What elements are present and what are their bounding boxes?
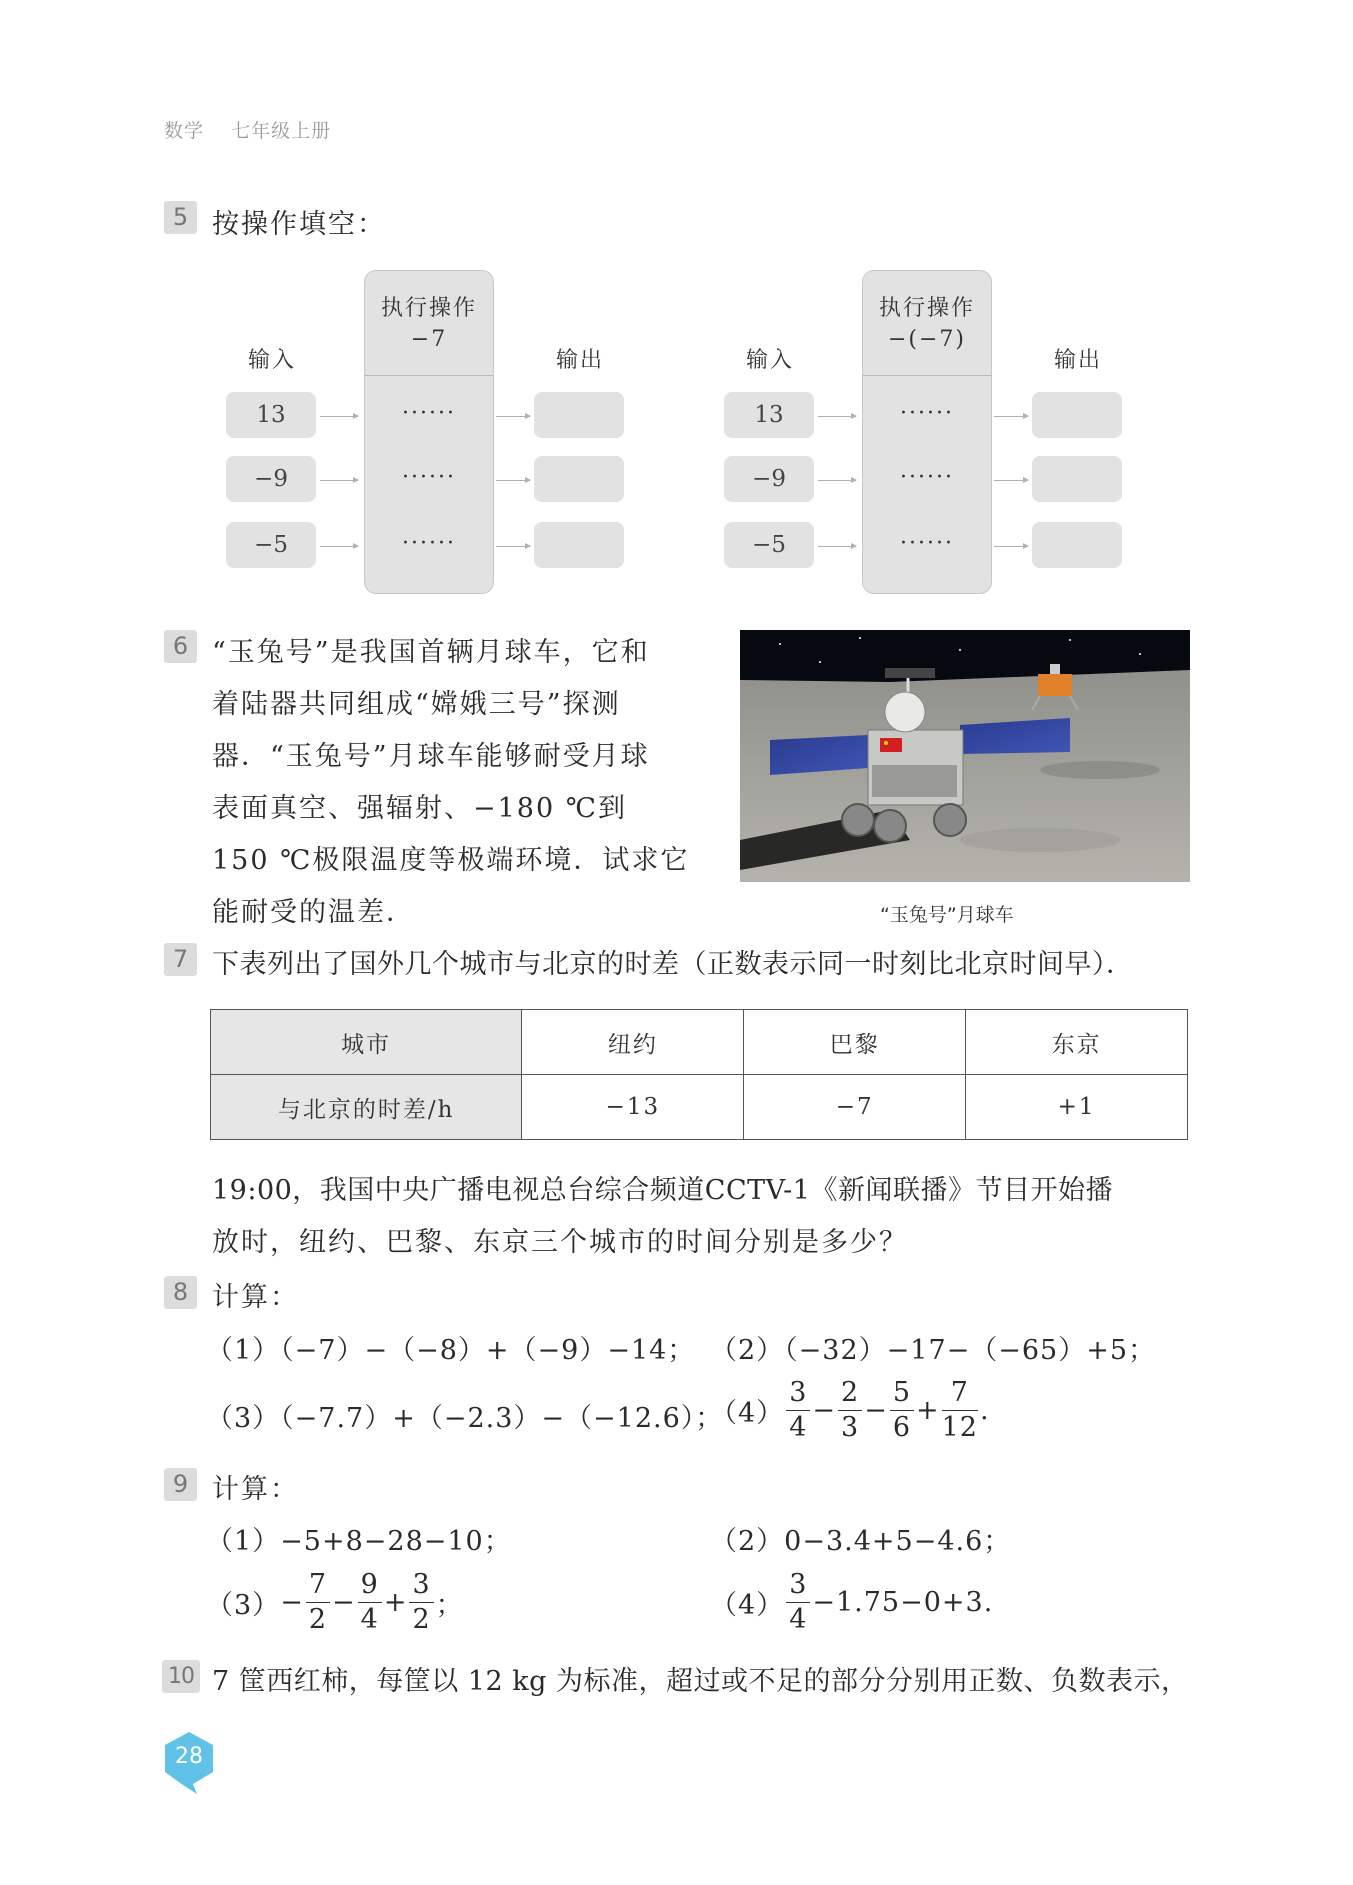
table-header-cell: 纽约 — [522, 1010, 744, 1075]
table-cell: −7 — [744, 1075, 966, 1140]
header-subject: 数学 — [164, 120, 205, 142]
table-cell: −13 — [522, 1075, 744, 1140]
period: . — [979, 1395, 990, 1426]
q8-prompt: 计算： — [212, 1282, 299, 1313]
ellipsis: ······ — [402, 401, 456, 426]
arrow — [994, 416, 1028, 417]
page-number-badge — [163, 1732, 215, 1784]
output-blank — [1032, 522, 1122, 568]
fraction: $\frac{3}{4}$ — [786, 1568, 810, 1637]
lunar-rover-photo — [740, 630, 1190, 882]
table-header-cell: 东京 — [966, 1010, 1188, 1075]
q7-paragraph-2: 放时，纽约、巴黎、东京三个城市的时间分别是多少？ — [212, 1227, 908, 1258]
question-number-6: 6 — [164, 630, 197, 663]
semicolon: ； — [435, 1590, 464, 1621]
arrow — [818, 416, 856, 417]
q6-line-2: 着陆器共同组成“嫦娥三号”探测 — [212, 689, 621, 720]
ellipsis: ······ — [402, 465, 456, 490]
q9-part-2: （2）0−3.4+5−4.6； — [710, 1526, 1012, 1557]
ellipsis: ······ — [900, 465, 954, 490]
q9-part-4 — [710, 1568, 993, 1637]
fraction: $\frac{3}{4}$ — [786, 1376, 810, 1445]
output-blank — [1032, 392, 1122, 438]
ellipsis: ······ — [402, 531, 456, 556]
q9-prompt: 计算： — [212, 1474, 299, 1505]
input-box: −5 — [724, 522, 814, 568]
fraction: $\frac{9}{4}$ — [358, 1568, 382, 1637]
page-number: 28 — [175, 1744, 203, 1769]
operation-value: −(−7) — [887, 327, 967, 352]
operator: + — [916, 1395, 940, 1426]
expression-rest: −1.75−0+3. — [812, 1587, 994, 1618]
operation-box — [862, 270, 992, 594]
table-header-row — [211, 1010, 1188, 1075]
input-label: 输入 — [248, 348, 297, 373]
question-number-9: 9 — [164, 1468, 197, 1501]
q6-line-5: 150 ℃极限温度等极端环境．试求它 — [212, 845, 690, 876]
table-cell: 与北京的时差/h — [211, 1075, 522, 1140]
q7-paragraph-1: 19:00，我国中央广播电视总台综合频道CCTV-1《新闻联播》节目开始播 — [212, 1175, 1113, 1206]
arrow — [496, 416, 530, 417]
operator: + — [383, 1587, 408, 1618]
running-header — [164, 116, 351, 143]
question-number-5: 5 — [164, 201, 197, 234]
operation-diagram-1 — [226, 270, 646, 600]
operation-divider — [365, 375, 493, 376]
operation-diagram-2 — [724, 270, 1144, 600]
table-row — [211, 1075, 1188, 1140]
operation-divider — [863, 375, 991, 376]
header-book: 七年级上册 — [231, 120, 332, 142]
arrow — [496, 546, 530, 547]
q8-part-3: （3）（−7.7）+（−2.3）−（−12.6）； — [206, 1403, 724, 1434]
ellipsis: ······ — [900, 401, 954, 426]
operation-title: 执行操作 — [380, 296, 477, 321]
q8-part-4 — [710, 1376, 990, 1445]
q6-line-6: 能耐受的温差． — [212, 897, 415, 928]
q8-part-1: （1）（−7）−（−8）+（−9）−14； — [206, 1335, 696, 1366]
arrow — [320, 546, 358, 547]
q7-prompt: 下表列出了国外几个城市与北京的时差（正数表示同一时刻比北京时间早）． — [212, 949, 1134, 980]
input-box: −9 — [724, 456, 814, 502]
q5-prompt: 按操作填空： — [212, 209, 386, 240]
input-box: −9 — [226, 456, 316, 502]
q10-prompt: 7 筐西红柿，每筐以 12 kg 为标准，超过或不足的部分分别用正数、负数表示， — [212, 1666, 1189, 1697]
table-header-cell: 城市 — [211, 1010, 522, 1075]
part-label: （4） — [710, 1590, 785, 1621]
q6-line-1: “玉兔号”是我国首辆月球车，它和 — [212, 637, 650, 668]
operator: − — [332, 1587, 356, 1618]
table-cell: +1 — [966, 1075, 1188, 1140]
question-number-7: 7 — [164, 943, 197, 976]
operator: − — [812, 1395, 836, 1426]
output-label: 输出 — [556, 348, 605, 373]
q6-line-4: 表面真空、强辐射、−180 ℃到 — [212, 793, 627, 824]
arrow — [818, 546, 856, 547]
output-blank — [534, 522, 624, 568]
fraction: $\frac{3}{2}$ — [409, 1568, 433, 1637]
arrow — [496, 480, 530, 481]
photo-caption: “玉兔号”月球车 — [880, 904, 1014, 926]
input-box: 13 — [226, 392, 316, 438]
question-number-10: 10 — [162, 1660, 200, 1693]
part-label: （4） — [710, 1398, 785, 1429]
arrow — [994, 546, 1028, 547]
question-number-8: 8 — [164, 1276, 197, 1309]
operator: − — [864, 1395, 888, 1426]
q9-part-3 — [206, 1568, 464, 1637]
q6-line-3: 器．“玉兔号”月球车能够耐受月球 — [212, 741, 650, 772]
operation-title: 执行操作 — [878, 296, 975, 321]
table-header-cell: 巴黎 — [744, 1010, 966, 1075]
output-blank — [1032, 456, 1122, 502]
fraction: $\frac{5}{6}$ — [890, 1376, 914, 1445]
operation-value: −7 — [410, 327, 448, 352]
input-box: 13 — [724, 392, 814, 438]
output-blank — [534, 456, 624, 502]
operator: − — [280, 1587, 304, 1618]
arrow — [320, 416, 358, 417]
fraction: $\frac{7}{12}$ — [941, 1377, 978, 1443]
arrow — [320, 480, 358, 481]
ellipsis: ······ — [900, 531, 954, 556]
output-label: 输出 — [1054, 348, 1103, 373]
fraction: $\frac{2}{3}$ — [838, 1376, 862, 1445]
output-blank — [534, 392, 624, 438]
time-difference-table — [210, 1009, 1188, 1140]
fraction: $\frac{7}{2}$ — [306, 1568, 330, 1637]
part-label: （3） — [206, 1590, 281, 1621]
input-label: 输入 — [746, 348, 795, 373]
arrow — [994, 480, 1028, 481]
q9-part-1: （1）−5+8−28−10； — [206, 1526, 512, 1557]
input-box: −5 — [226, 522, 316, 568]
operation-box — [364, 270, 494, 594]
arrow — [818, 480, 856, 481]
q8-part-2: （2）（−32）−17−（−65）+5； — [710, 1335, 1157, 1366]
